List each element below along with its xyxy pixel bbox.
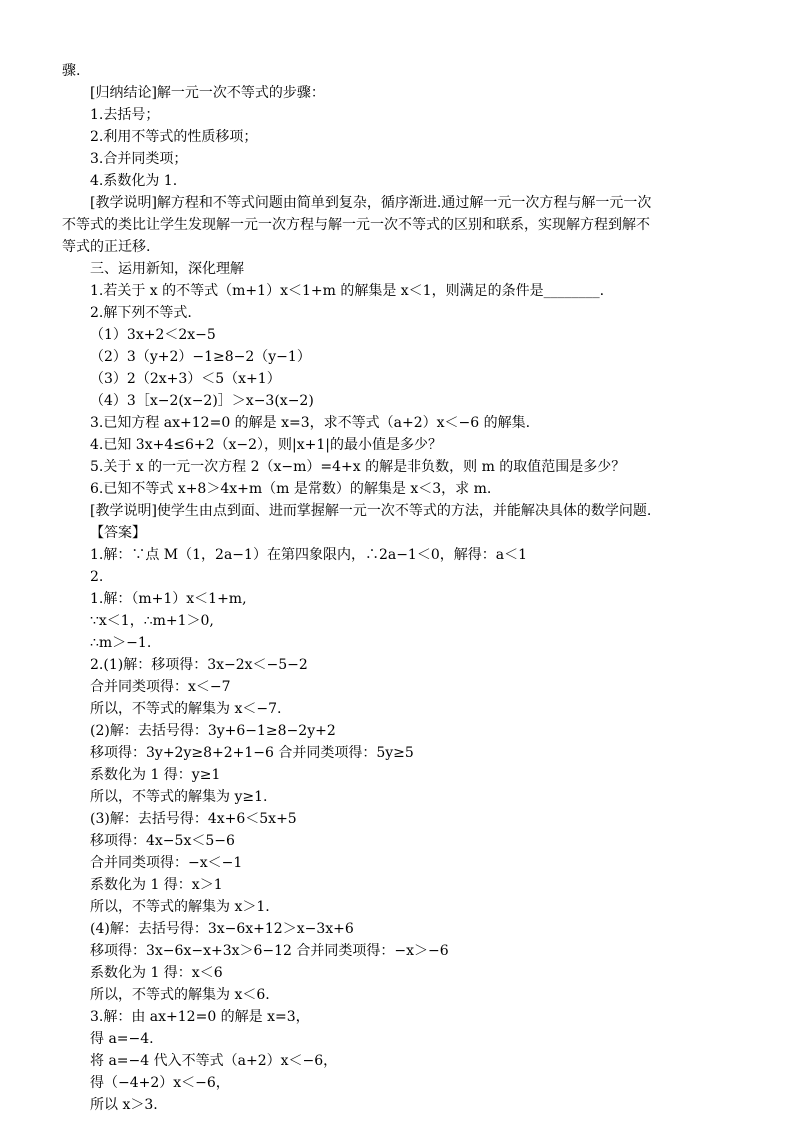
text-line: ∴m＞−1. — [90, 635, 152, 651]
text-line: [教学说明]解方程和不等式问题由简单到复杂，循序渐进.通过解一元一次方程与解一元一次 — [90, 195, 652, 211]
text-line: 所以，不等式的解集为 x＜6. — [90, 987, 270, 1003]
text-line: 4.已知 3x+4≤6+2（x−2），则|x+1|的最小值是多少？ — [90, 437, 443, 453]
text-line: 将 a=−4 代入不等式（a+2）x＜−6， — [90, 1053, 338, 1069]
text-line: 4.系数化为 1. — [90, 173, 178, 189]
text-line: [教学说明]使学生由点到面、进而掌握解一元一次不等式的方法，并能解决具体的数学问题. — [90, 503, 652, 519]
text-line: 得（−4+2）x＜−6， — [90, 1075, 230, 1091]
text-line: 系数化为 1 得：x＞1 — [90, 877, 223, 893]
text-line: 骤. — [62, 63, 81, 79]
text-line: 2. — [90, 569, 104, 585]
text-line: 2.(1)解：移项得：3x−2x＜−5−2 — [90, 657, 308, 673]
text-line: 1.去括号； — [90, 107, 160, 123]
text-line: （2）3（y+2）−1≥8−2（y−1） — [90, 349, 311, 365]
text-line: (3)解：去括号得：4x+6＜5x+5 — [90, 811, 297, 827]
text-line: 所以，不等式的解集为 y≥1. — [90, 789, 268, 805]
text-line: 所以 x＞3. — [90, 1097, 158, 1113]
text-line: 1.解：∵点 M（1，2a−1）在第四象限内，∴2a−1＜0，解得：a＜1 — [90, 547, 527, 563]
text-line: 系数化为 1 得：y≥1 — [90, 767, 221, 783]
text-line: 合并同类项得：x＜−7 — [90, 679, 231, 695]
text-line: 1.解：（m+1）x＜1+m, — [90, 591, 247, 607]
text-line: 移项得：3x−6x−x+3x＞6−12 合并同类项得：−x＞−6 — [90, 943, 449, 959]
text-line: 移项得：4x−5x＜5−6 — [90, 833, 235, 849]
text-line: 等式的正迁移. — [62, 239, 151, 255]
text-line: 3.解：由 ax+12=0 的解是 x=3， — [90, 1009, 310, 1025]
section-heading: 三、运用新知，深化理解 — [90, 261, 244, 277]
text-line: （4）3［x−2(x−2)］＞x−3(x−2) — [90, 393, 314, 409]
answer-heading: 【答案】 — [90, 525, 146, 541]
text-line: 6.已知不等式 x+8＞4x+m（m 是常数）的解集是 x＜3，求 m. — [90, 481, 492, 497]
text-line: 所以，不等式的解集为 x＞1. — [90, 899, 270, 915]
text-line: (2)解：去括号得：3y+6−1≥8−2y+2 — [90, 723, 336, 739]
text-line: (4)解：去括号得：3x−6x+12＞x−3x+6 — [90, 921, 354, 937]
text-line: 5.关于 x 的一元一次方程 2（x−m）=4+x 的解是非负数，则 m 的取值范围是多少？ — [90, 459, 626, 475]
text-line: 合并同类项得：−x＜−1 — [90, 855, 243, 871]
text-line: （3）2（2x+3）＜5（x+1） — [90, 371, 281, 387]
text-line: 得 a=−4. — [90, 1031, 154, 1047]
text-line: 所以，不等式的解集为 x＜−7. — [90, 701, 282, 717]
text-line: 移项得：3y+2y≥8+2+1−6 合并同类项得：5y≥5 — [90, 745, 414, 761]
text-line: 3.合并同类项； — [90, 151, 188, 167]
text-line: ∵x＜1，∴m+1＞0, — [90, 613, 214, 629]
text-line: [归纳结论]解一元一次不等式的步骤： — [90, 85, 325, 101]
text-line: 不等式的类比让学生发现解一元一次方程与解一元一次不等式的区别和联系，实现解方程到解不 — [62, 217, 650, 233]
text-line: 2.利用不等式的性质移项； — [90, 129, 258, 145]
text-line: （1）3x+2＜2x−5 — [90, 327, 216, 343]
text-line: 系数化为 1 得：x＜6 — [90, 965, 223, 981]
text-line: 2.解下列不等式. — [90, 305, 192, 321]
text-line: 3.已知方程 ax+12=0 的解是 x=3，求不等式（a+2）x＜−6 的解集. — [90, 415, 531, 431]
text-line: 1.若关于 x 的不等式（m+1）x＜1+m 的解集是 x＜1，则满足的条件是________. — [90, 283, 605, 299]
